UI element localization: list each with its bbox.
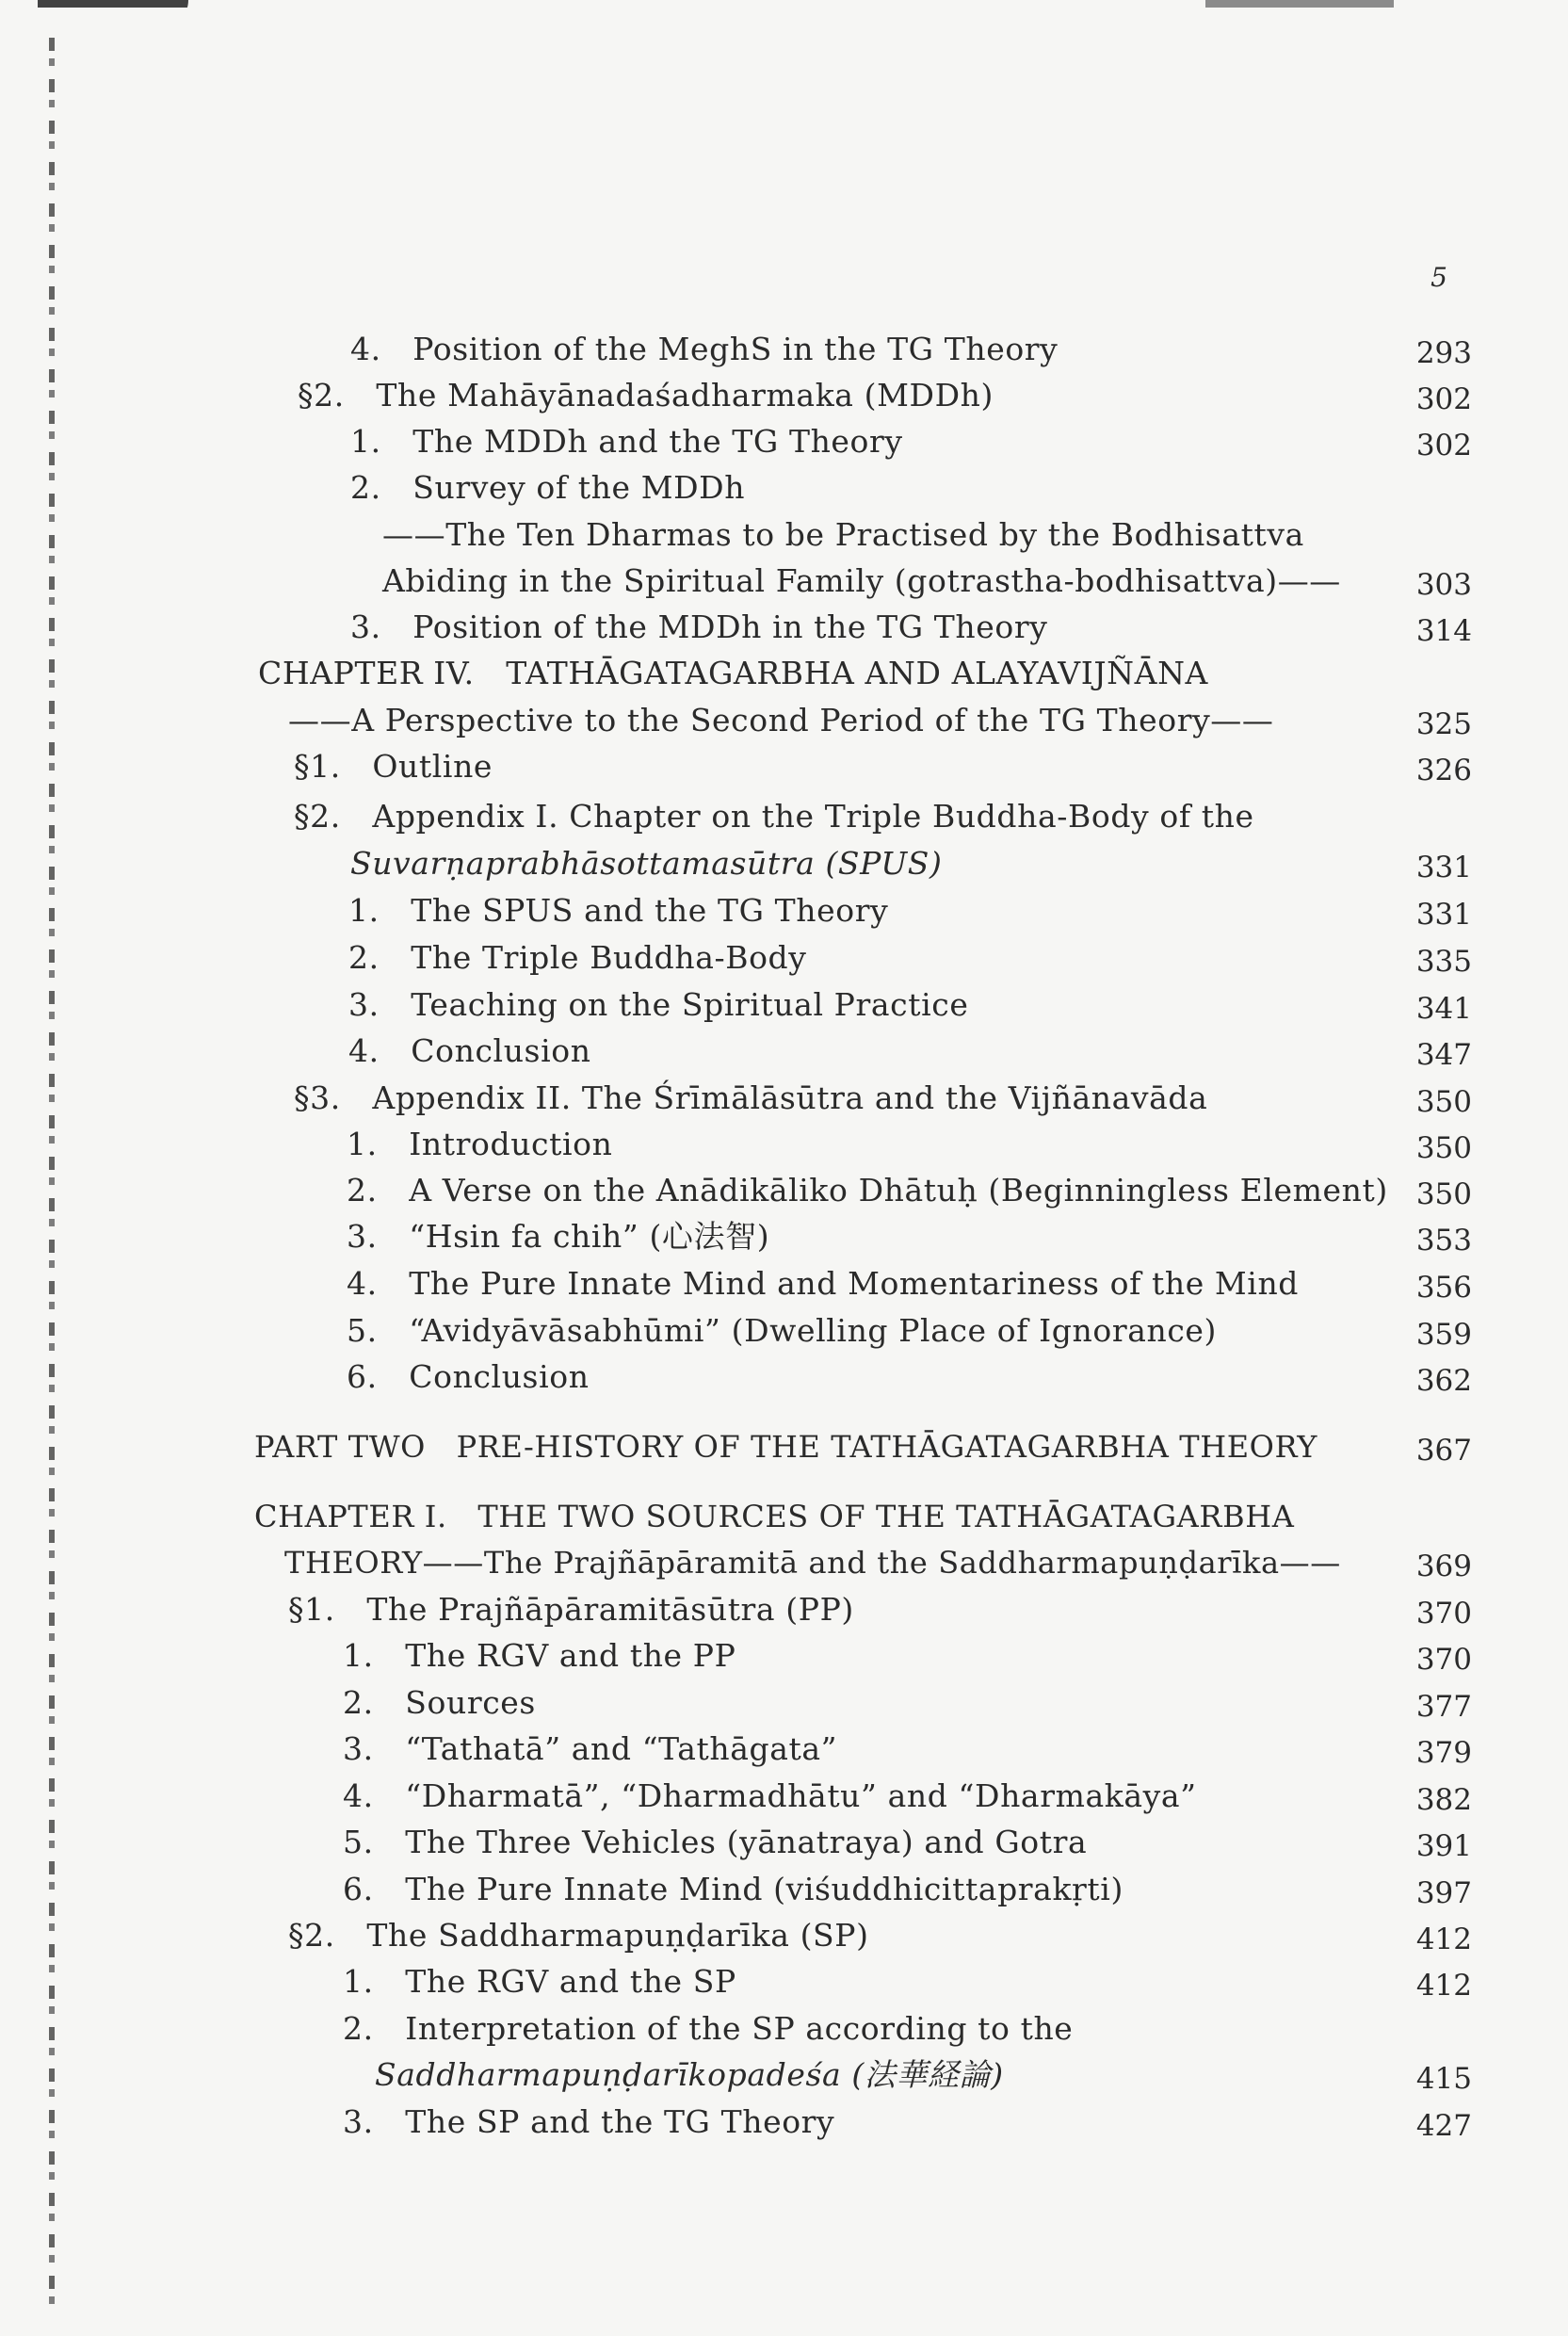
toc-entry-text: ——The Ten Dharmas to be Practised by the Bodhisattva [382, 516, 1304, 553]
toc-entry-text: 1. The RGV and the PP [343, 1637, 736, 1674]
toc-entry-page: 325 [1415, 707, 1472, 741]
toc-entry-page [1359, 799, 1472, 842]
toc-entry-page [1359, 470, 1472, 513]
toc-entry-text: 6. The Pure Innate Mind (viśuddhicittaprakṛti) [343, 1871, 1123, 1907]
toc-entry-text: §2. Appendix I. Chapter on the Triple Buddha-Body of the [294, 798, 1254, 835]
toc-entry-text: 2. Sources [343, 1684, 536, 1721]
toc-entry-page: 379 [1415, 1736, 1472, 1770]
toc-entry-page: 314 [1415, 614, 1472, 648]
toc-entry-text: 2. A Verse on the Anādikāliko Dhātuḥ (Beginningless Element) [347, 1172, 1388, 1209]
toc-entry-page: 377 [1415, 1690, 1472, 1724]
toc-entry-page: 412 [1415, 1922, 1472, 1956]
toc-chapter-heading: CHAPTER I. THE TWO SOURCES OF THE TATHĀGATAGARBHA [254, 1499, 1295, 1534]
toc-entry-page: 359 [1415, 1318, 1472, 1352]
toc-entry-text: 4. The Pure Innate Mind and Momentariness of the Mind [347, 1265, 1300, 1302]
toc-entry-text: 2. The Triple Buddha-Body [348, 939, 807, 976]
toc-entry-text: 1. The MDDh and the TG Theory [350, 423, 903, 460]
toc-entry-page: 415 [1415, 2062, 1472, 2096]
toc-part-heading: PART TWO PRE-HISTORY OF THE TATHĀGATAGARBHA THEORY [254, 1429, 1317, 1465]
toc-entry-text: 3. “Hsin fa chih” (心法智) [347, 1218, 770, 1255]
toc-entry-text: 5. The Three Vehicles (yānatraya) and Gotra [343, 1824, 1088, 1860]
page-number: 5 [1431, 262, 1447, 293]
toc-entry-text: 4. Position of the MeghS in the TG Theory [350, 331, 1059, 367]
toc-entry-page: 391 [1415, 1829, 1472, 1863]
toc-entry-page: 362 [1415, 1364, 1472, 1398]
toc-entry-page: 303 [1415, 568, 1472, 602]
toc-entry-text: 4. “Dharmatā”, “Dharmadhātu” and “Dharmakāya” [343, 1777, 1197, 1814]
toc-entry-page: 356 [1415, 1271, 1472, 1305]
toc-entry-text: 1. The SPUS and the TG Theory [348, 892, 889, 929]
toc-entry-text: 4. Conclusion [348, 1032, 591, 1069]
toc-entry-page: 370 [1415, 1597, 1472, 1630]
toc-entry-text: 3. “Tathatā” and “Tathāgata” [343, 1730, 838, 1767]
toc-entry-page: 331 [1415, 898, 1472, 932]
toc-entry-text: 3. Position of the MDDh in the TG Theory [350, 608, 1048, 645]
toc-entry-text: THEORY——The Prajñāpāramitā and the Saddharmapuṇḍarīka—— [284, 1545, 1341, 1581]
toc-entry-text: 5. “Avidyāvāsabhūmi” (Dwelling Place of Ignorance) [347, 1312, 1218, 1349]
toc-entry-text: Saddharmapuṇḍarīkopadeśa (法華経論) [375, 2056, 1004, 2093]
binding-edge [49, 38, 55, 2317]
scan-top-mark [1205, 0, 1394, 8]
toc-entry-page: 350 [1415, 1131, 1472, 1165]
toc-entry-page: 367 [1415, 1434, 1472, 1468]
toc-entry-page: 382 [1415, 1783, 1472, 1817]
toc-entry-text: 3. Teaching on the Spiritual Practice [348, 986, 969, 1023]
toc-entry-page [1359, 2011, 1472, 2054]
toc-entry-page: 370 [1415, 1643, 1472, 1677]
toc-entry-page: 335 [1415, 945, 1472, 979]
toc-entry-text: Abiding in the Spiritual Family (gotrastha-bodhisattva)—— [382, 562, 1341, 599]
scan-corner-mark [38, 0, 188, 28]
toc-entry-text: 1. Introduction [347, 1126, 613, 1162]
toc-entry-page: 397 [1415, 1876, 1472, 1910]
toc-entry-text: Suvarṇaprabhāsottamasūtra (SPUS) [350, 845, 943, 882]
toc-entry-page: 369 [1415, 1549, 1472, 1583]
toc-entry-text: §1. Outline [294, 748, 493, 785]
toc-entry-page: 302 [1415, 429, 1472, 462]
toc-entry-text: §3. Appendix II. The Śrīmālāsūtra and the Vijñānavāda [294, 1079, 1208, 1116]
toc-entry-page: 293 [1415, 336, 1472, 370]
toc-entry-page [1359, 517, 1472, 560]
toc-entry-text: 3. The SP and the TG Theory [343, 2103, 835, 2140]
toc-entry-text: §2. The Mahāyānadaśadharmaka (MDDh) [298, 377, 994, 414]
toc-entry-page: 427 [1415, 2109, 1472, 2143]
toc-entry-text: 2. Interpretation of the SP according to the [343, 2010, 1074, 2047]
toc-entry-page: 350 [1415, 1177, 1472, 1211]
toc-entry-page: 331 [1415, 851, 1472, 884]
toc-entry-page: 347 [1415, 1038, 1472, 1072]
toc-entry-page: 350 [1415, 1085, 1472, 1119]
toc-entry-page: 326 [1415, 754, 1472, 787]
toc-entry-page [1359, 1499, 1472, 1542]
toc-entry-page: 353 [1415, 1224, 1472, 1257]
toc-entry-page: 412 [1415, 1969, 1472, 2003]
toc-entry-text: §1. The Prajñāpāramitāsūtra (PP) [288, 1591, 854, 1628]
toc-entry-text: §2. The Saddharmapuṇḍarīka (SP) [288, 1917, 869, 1954]
toc-entry-page: 302 [1415, 382, 1472, 416]
toc-entry-page: 341 [1415, 992, 1472, 1026]
toc-entry-text: ——A Perspective to the Second Period of the TG Theory—— [288, 702, 1274, 738]
toc-entry-text: 1. The RGV and the SP [343, 1963, 736, 2000]
toc-entry-text: 2. Survey of the MDDh [350, 469, 746, 506]
toc-chapter-heading: CHAPTER IV. TATHĀGATAGARBHA AND ALAYAVIJÑĀNA [258, 655, 1208, 691]
toc-entry-page [1359, 656, 1472, 699]
toc-entry-text: 6. Conclusion [347, 1358, 590, 1395]
